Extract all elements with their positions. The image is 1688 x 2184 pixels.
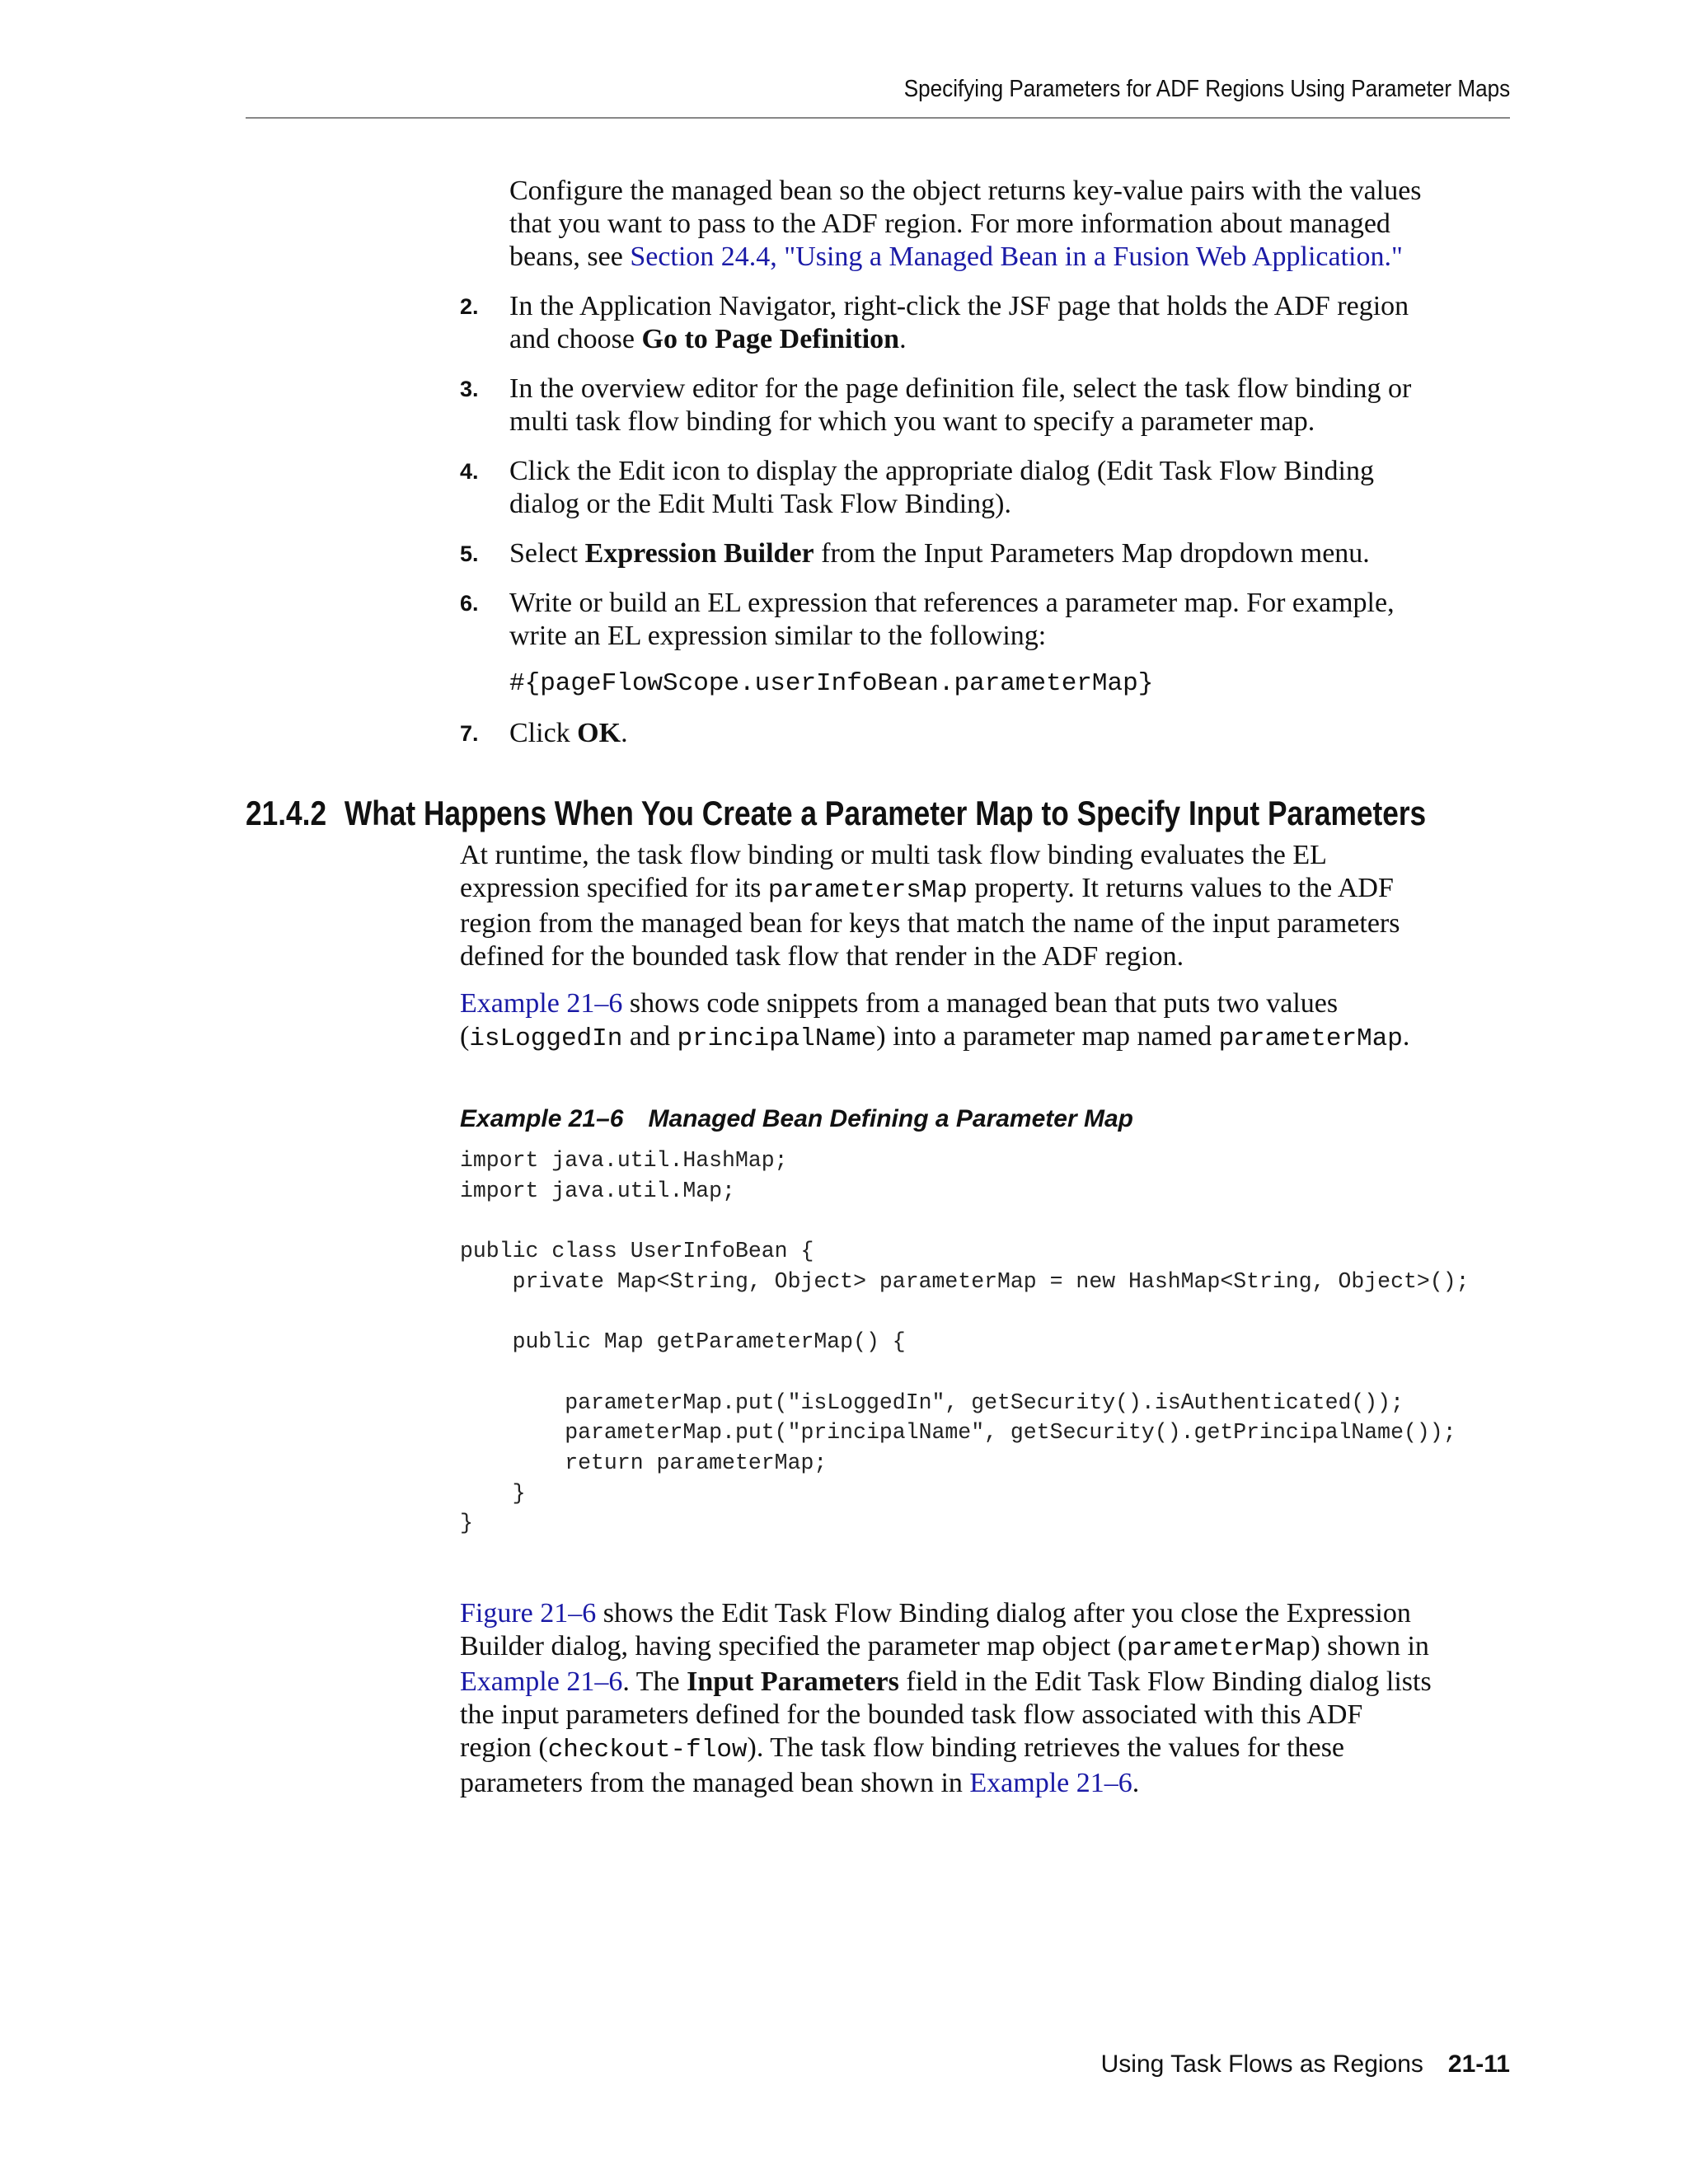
step-text: Select Expression Builder from the Input Parameters Map dropdown menu. xyxy=(509,538,1370,569)
inline-code: checkout-flow xyxy=(547,1736,748,1765)
example-21-6-link[interactable]: Example 21–6 xyxy=(969,1768,1132,1798)
figure-21-6-link[interactable]: Figure 21–6 xyxy=(460,1598,597,1629)
running-header xyxy=(246,73,1510,119)
step-number: 5. xyxy=(460,541,479,566)
intro-line: Configure the managed bean so the object returns key-value pairs with the values xyxy=(509,176,1422,206)
example-number: Example 21–6 xyxy=(460,1105,624,1132)
el-expression-code: #{pageFlowScope.userInfoBean.parameterMap} xyxy=(509,669,1154,698)
step-number: 3. xyxy=(460,377,479,401)
step-text: In the overview editor for the page definition file, select the task flow binding or multi task flow binding for which you want to specify a parameter map. xyxy=(509,373,1412,437)
inline-code: isLoggedIn xyxy=(469,1024,623,1053)
step-number: 6. xyxy=(460,591,479,616)
example-21-6-link[interactable]: Example 21–6 xyxy=(460,988,623,1019)
runtime-paragraph: At runtime, the task flow binding or multi task flow binding evaluates the EL expression specified for its parametersMap property. It returns values to the ADF region from the managed bean for keys that match the name of the input parameters defined for the bounded task flow that render in the ADF region. xyxy=(460,840,1400,972)
footer-chapter: Using Task Flows as Regions xyxy=(1100,2050,1423,2078)
step-text: Write or build an EL expression that references a parameter map. For example, write an EL expression similar to the following: xyxy=(509,588,1395,651)
code-listing: import java.util.HashMap; import java.util.Map; public class UserInfoBean { private Map<String, Object> parameterMap = new HashMap<String, Object>(); public Map getParameterMap() { parameterMap.put("isLoggedIn", getSecurity().isAuthenticated()); parameterMap.put("principalName", getSecurity().getPrincipalName()); return parameterMap; } } xyxy=(460,1148,1470,1536)
page-number: 21-11 xyxy=(1447,2050,1510,2078)
header-title: Specifying Parameters for ADF Regions Using Parameter Maps xyxy=(903,76,1510,102)
intro-line: beans, see Section 24.4, "Using a Managed Bean in a Fusion Web Application." xyxy=(509,241,1403,272)
inline-code: parametersMap xyxy=(767,876,968,905)
figure-paragraph: Figure 21–6 shows the Edit Task Flow Binding dialog after you close the Expression Builder dialog, having specified the parameter map object (parameterMap) shown in Example 21–6. The Input Parameters field in the Edit Task Flow Binding dialog lists the input parameters defined for the bounded task flow associated with this ADF region (checkout-flow). The task flow binding retrieves the values for these parameters from the managed bean shown in Example 21–6. xyxy=(460,1598,1432,1798)
step-number: 4. xyxy=(460,459,479,484)
step-text: In the Application Navigator, right-click the JSF page that holds the ADF region and choose Go to Page Definition. xyxy=(509,291,1409,354)
example-caption xyxy=(460,1103,1133,1136)
section-24-4-link[interactable]: Section 24.4, "Using a Managed Bean in a Fusion Web Application." xyxy=(630,241,1403,272)
page-footer xyxy=(1101,2050,1510,2079)
intro-line: that you want to pass to the ADF region. For more information about managed xyxy=(509,209,1390,239)
intro-paragraph xyxy=(509,175,1422,274)
example-intro-paragraph: Example 21–6 shows code snippets from a managed bean that puts two values (isLoggedIn and principalName) into a parameter map named parameterMap. xyxy=(460,988,1410,1053)
step-text: Click the Edit icon to display the appropriate dialog (Edit Task Flow Binding dialog or the Edit Multi Task Flow Binding). xyxy=(509,456,1374,519)
section-title: What Happens When You Create a Parameter Map to Specify Input Parameters xyxy=(344,794,1427,832)
section-heading xyxy=(246,793,1426,834)
step-text: Click OK. xyxy=(509,718,628,748)
inline-code: parameterMap xyxy=(1218,1024,1403,1053)
inline-code: principalName xyxy=(677,1024,877,1053)
inline-code: parameterMap xyxy=(1127,1634,1311,1663)
step-number: 2. xyxy=(460,294,479,319)
section-number: 21.4.2 xyxy=(246,794,327,832)
example-21-6-link[interactable]: Example 21–6 xyxy=(460,1666,623,1697)
example-title: Managed Bean Defining a Parameter Map xyxy=(648,1105,1133,1132)
step-number: 7. xyxy=(460,721,479,746)
